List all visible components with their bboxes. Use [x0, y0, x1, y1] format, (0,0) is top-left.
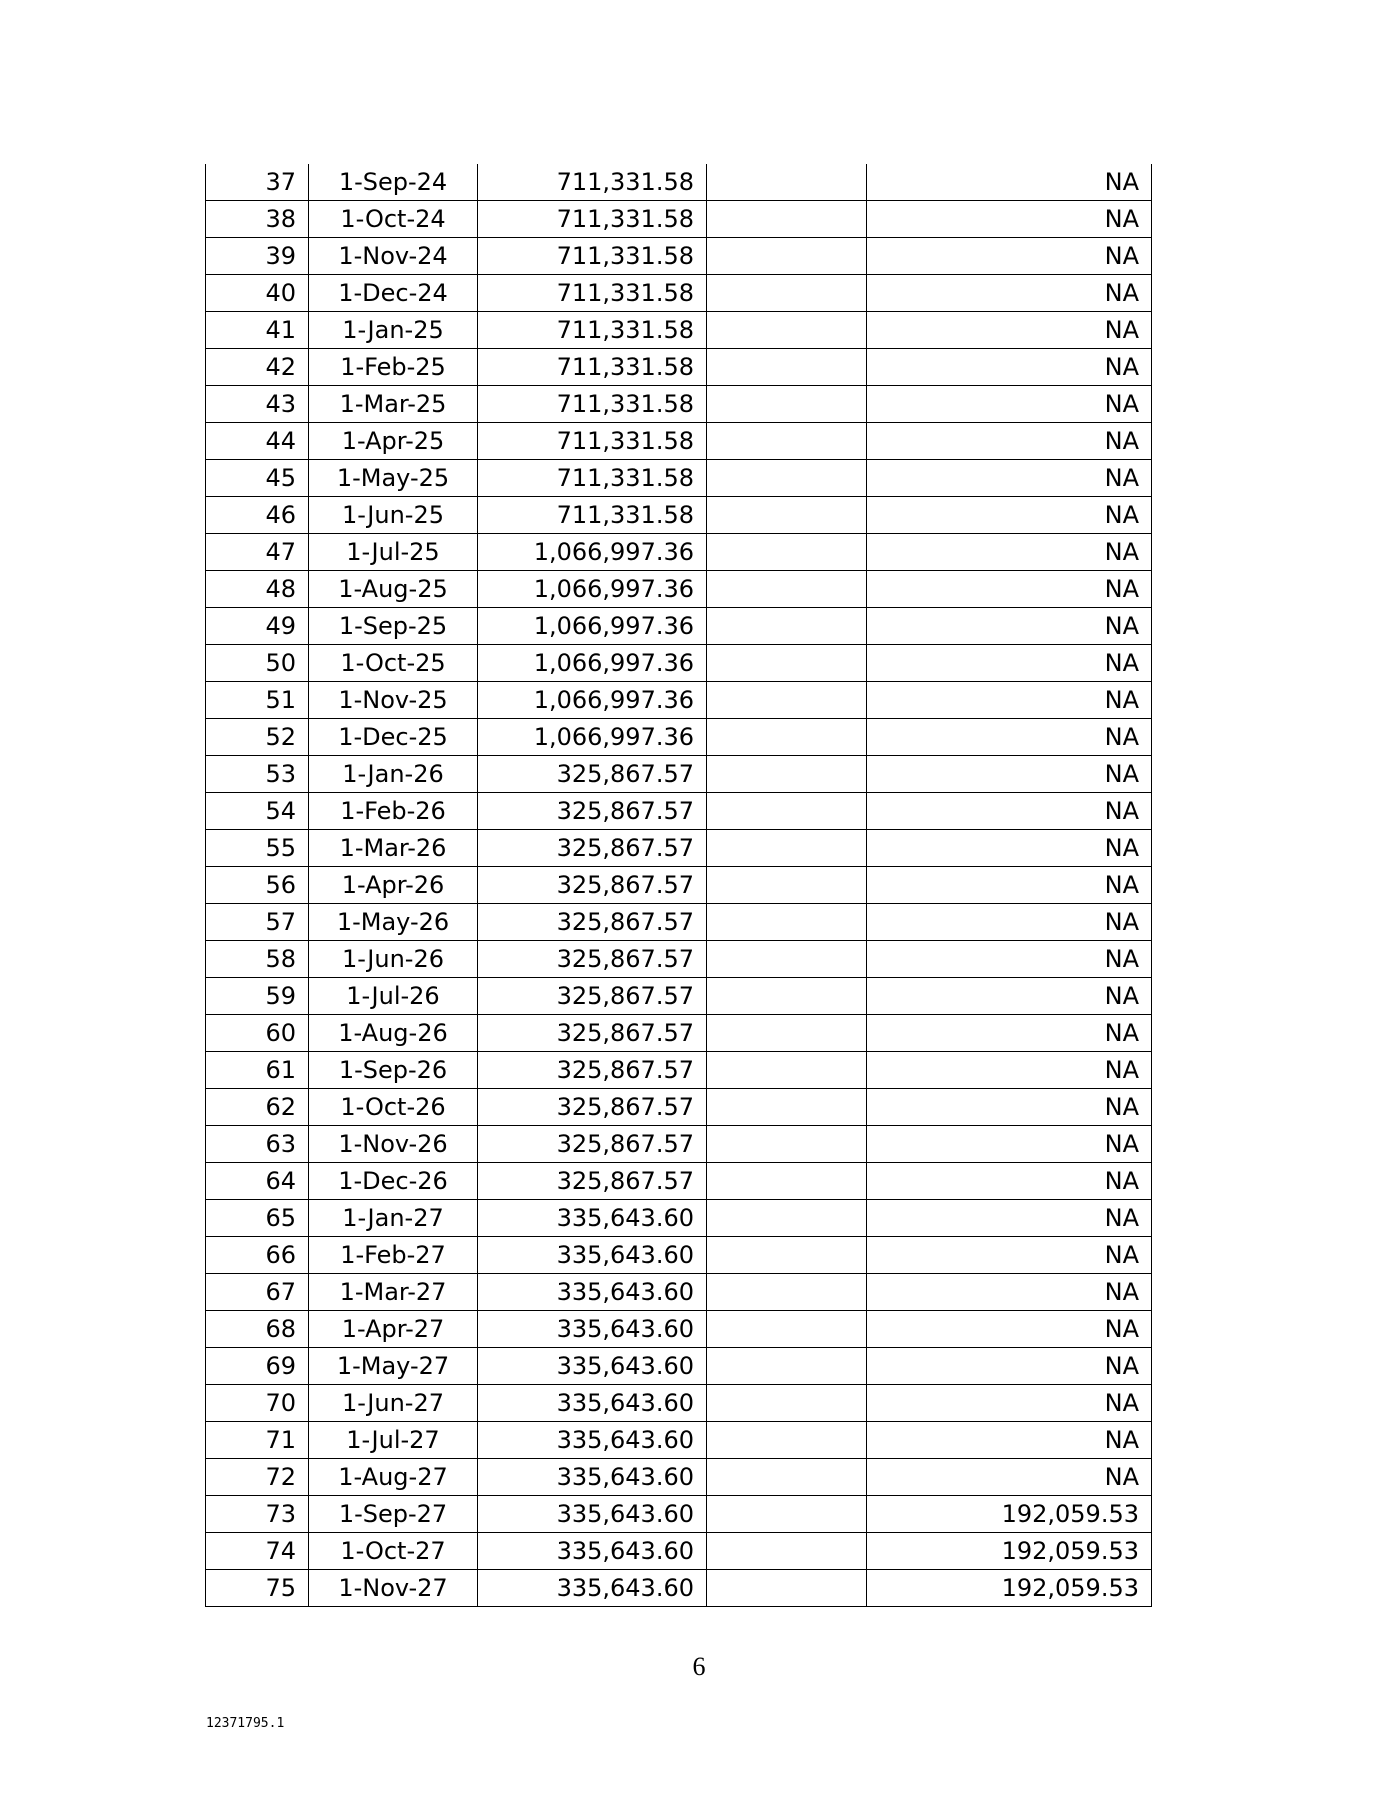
blank-cell	[707, 867, 867, 904]
row-number-cell: 46	[206, 497, 309, 534]
status-cell: NA	[867, 867, 1152, 904]
blank-cell	[707, 1311, 867, 1348]
status-cell: NA	[867, 1422, 1152, 1459]
date-cell: 1-Nov-25	[309, 682, 478, 719]
date-cell: 1-Dec-25	[309, 719, 478, 756]
date-cell: 1-May-27	[309, 1348, 478, 1385]
page-number: 6	[692, 1652, 706, 1681]
blank-cell	[707, 682, 867, 719]
table-row	[206, 275, 1152, 312]
table-row	[206, 571, 1152, 608]
row-number-cell: 56	[206, 867, 309, 904]
blank-cell	[707, 645, 867, 682]
amount-cell: 325,867.57	[478, 867, 707, 904]
blank-cell	[707, 1459, 867, 1496]
row-number-cell: 70	[206, 1385, 309, 1422]
amount-cell: 711,331.58	[478, 460, 707, 497]
status-cell: NA	[867, 497, 1152, 534]
row-number-cell: 43	[206, 386, 309, 423]
table-row	[206, 423, 1152, 460]
table-row	[206, 201, 1152, 238]
amount-cell: 335,643.60	[478, 1311, 707, 1348]
amount-cell: 335,643.60	[478, 1274, 707, 1311]
status-cell: NA	[867, 1052, 1152, 1089]
status-cell: NA	[867, 941, 1152, 978]
amount-cell: 1,066,997.36	[478, 534, 707, 571]
blank-cell	[707, 571, 867, 608]
table-row	[206, 534, 1152, 571]
date-cell: 1-May-26	[309, 904, 478, 941]
blank-cell	[707, 904, 867, 941]
status-cell: NA	[867, 1015, 1152, 1052]
table-row	[206, 1422, 1152, 1459]
status-cell: NA	[867, 349, 1152, 386]
blank-cell	[707, 201, 867, 238]
date-cell: 1-Apr-27	[309, 1311, 478, 1348]
status-cell: NA	[867, 386, 1152, 423]
blank-cell	[707, 1422, 867, 1459]
date-cell: 1-Nov-27	[309, 1570, 478, 1607]
amount-cell: 711,331.58	[478, 275, 707, 312]
table-row	[206, 1200, 1152, 1237]
row-number-cell: 37	[206, 164, 309, 201]
row-number-cell: 60	[206, 1015, 309, 1052]
blank-cell	[707, 164, 867, 201]
payment-schedule-table	[205, 164, 1152, 1607]
row-number-cell: 63	[206, 1126, 309, 1163]
date-cell: 1-Sep-24	[309, 164, 478, 201]
blank-cell	[707, 756, 867, 793]
table-row	[206, 1311, 1152, 1348]
status-cell: NA	[867, 682, 1152, 719]
status-cell: NA	[867, 1385, 1152, 1422]
amount-cell: 1,066,997.36	[478, 608, 707, 645]
amount-cell: 325,867.57	[478, 1052, 707, 1089]
amount-cell: 1,066,997.36	[478, 645, 707, 682]
date-cell: 1-Feb-25	[309, 349, 478, 386]
row-number-cell: 50	[206, 645, 309, 682]
row-number-cell: 40	[206, 275, 309, 312]
date-cell: 1-Oct-24	[309, 201, 478, 238]
amount-cell: 325,867.57	[478, 904, 707, 941]
status-cell: NA	[867, 1126, 1152, 1163]
blank-cell	[707, 1237, 867, 1274]
status-cell: NA	[867, 312, 1152, 349]
date-cell: 1-Oct-27	[309, 1533, 478, 1570]
amount-cell: 335,643.60	[478, 1422, 707, 1459]
table-row	[206, 1237, 1152, 1274]
table-row	[206, 941, 1152, 978]
status-cell: NA	[867, 201, 1152, 238]
row-number-cell: 49	[206, 608, 309, 645]
row-number-cell: 59	[206, 978, 309, 1015]
row-number-cell: 54	[206, 793, 309, 830]
row-number-cell: 41	[206, 312, 309, 349]
row-number-cell: 65	[206, 1200, 309, 1237]
blank-cell	[707, 978, 867, 1015]
table-row	[206, 1385, 1152, 1422]
row-number-cell: 62	[206, 1089, 309, 1126]
date-cell: 1-Jan-26	[309, 756, 478, 793]
table-row	[206, 164, 1152, 201]
blank-cell	[707, 238, 867, 275]
amount-cell: 711,331.58	[478, 201, 707, 238]
row-number-cell: 55	[206, 830, 309, 867]
table-row	[206, 645, 1152, 682]
row-number-cell: 68	[206, 1311, 309, 1348]
date-cell: 1-Sep-27	[309, 1496, 478, 1533]
row-number-cell: 48	[206, 571, 309, 608]
amount-cell: 325,867.57	[478, 1089, 707, 1126]
blank-cell	[707, 1496, 867, 1533]
blank-cell	[707, 1570, 867, 1607]
amount-cell: 335,643.60	[478, 1237, 707, 1274]
amount-cell: 325,867.57	[478, 941, 707, 978]
date-cell: 1-Aug-27	[309, 1459, 478, 1496]
amount-cell: 335,643.60	[478, 1200, 707, 1237]
blank-cell	[707, 1385, 867, 1422]
date-cell: 1-Apr-26	[309, 867, 478, 904]
amount-cell: 335,643.60	[478, 1533, 707, 1570]
table-row	[206, 1052, 1152, 1089]
blank-cell	[707, 534, 867, 571]
status-cell: NA	[867, 1200, 1152, 1237]
date-cell: 1-Aug-25	[309, 571, 478, 608]
date-cell: 1-Sep-25	[309, 608, 478, 645]
table-row	[206, 1126, 1152, 1163]
amount-cell: 335,643.60	[478, 1496, 707, 1533]
date-cell: 1-Jan-25	[309, 312, 478, 349]
date-cell: 1-Jun-27	[309, 1385, 478, 1422]
row-number-cell: 44	[206, 423, 309, 460]
blank-cell	[707, 1533, 867, 1570]
status-cell: 192,059.53	[867, 1533, 1152, 1570]
table-row	[206, 312, 1152, 349]
status-cell: NA	[867, 645, 1152, 682]
amount-cell: 335,643.60	[478, 1348, 707, 1385]
amount-cell: 325,867.57	[478, 1015, 707, 1052]
row-number-cell: 52	[206, 719, 309, 756]
date-cell: 1-Mar-27	[309, 1274, 478, 1311]
status-cell: NA	[867, 793, 1152, 830]
table-row	[206, 719, 1152, 756]
status-cell: NA	[867, 756, 1152, 793]
table-row	[206, 349, 1152, 386]
date-cell: 1-Nov-26	[309, 1126, 478, 1163]
blank-cell	[707, 719, 867, 756]
table-row	[206, 793, 1152, 830]
table-row	[206, 978, 1152, 1015]
status-cell: NA	[867, 830, 1152, 867]
date-cell: 1-May-25	[309, 460, 478, 497]
table-row	[206, 1348, 1152, 1385]
table-row	[206, 682, 1152, 719]
status-cell: 192,059.53	[867, 1570, 1152, 1607]
schedule-table-body	[206, 164, 1152, 1607]
status-cell: NA	[867, 423, 1152, 460]
table-row	[206, 1533, 1152, 1570]
table-row	[206, 1570, 1152, 1607]
amount-cell: 325,867.57	[478, 756, 707, 793]
row-number-cell: 57	[206, 904, 309, 941]
blank-cell	[707, 1274, 867, 1311]
row-number-cell: 72	[206, 1459, 309, 1496]
date-cell: 1-Jun-26	[309, 941, 478, 978]
blank-cell	[707, 1015, 867, 1052]
table-row	[206, 1089, 1152, 1126]
row-number-cell: 66	[206, 1237, 309, 1274]
table-row	[206, 460, 1152, 497]
blank-cell	[707, 275, 867, 312]
status-cell: NA	[867, 978, 1152, 1015]
status-cell: NA	[867, 1348, 1152, 1385]
amount-cell: 711,331.58	[478, 238, 707, 275]
amount-cell: 325,867.57	[478, 793, 707, 830]
row-number-cell: 73	[206, 1496, 309, 1533]
date-cell: 1-Jan-27	[309, 1200, 478, 1237]
status-cell: NA	[867, 904, 1152, 941]
date-cell: 1-Jul-27	[309, 1422, 478, 1459]
blank-cell	[707, 1348, 867, 1385]
blank-cell	[707, 941, 867, 978]
table-row	[206, 867, 1152, 904]
status-cell: NA	[867, 1311, 1152, 1348]
amount-cell: 1,066,997.36	[478, 682, 707, 719]
amount-cell: 335,643.60	[478, 1385, 707, 1422]
date-cell: 1-Jul-25	[309, 534, 478, 571]
amount-cell: 711,331.58	[478, 349, 707, 386]
blank-cell	[707, 1126, 867, 1163]
status-cell: NA	[867, 164, 1152, 201]
date-cell: 1-Dec-26	[309, 1163, 478, 1200]
status-cell: NA	[867, 238, 1152, 275]
date-cell: 1-Oct-26	[309, 1089, 478, 1126]
row-number-cell: 47	[206, 534, 309, 571]
blank-cell	[707, 1200, 867, 1237]
table-row	[206, 830, 1152, 867]
amount-cell: 711,331.58	[478, 386, 707, 423]
status-cell: NA	[867, 1163, 1152, 1200]
amount-cell: 711,331.58	[478, 164, 707, 201]
date-cell: 1-Aug-26	[309, 1015, 478, 1052]
date-cell: 1-Feb-27	[309, 1237, 478, 1274]
status-cell: NA	[867, 1089, 1152, 1126]
status-cell: NA	[867, 1459, 1152, 1496]
date-cell: 1-Jul-26	[309, 978, 478, 1015]
blank-cell	[707, 497, 867, 534]
date-cell: 1-Jun-25	[309, 497, 478, 534]
row-number-cell: 38	[206, 201, 309, 238]
row-number-cell: 58	[206, 941, 309, 978]
blank-cell	[707, 460, 867, 497]
row-number-cell: 67	[206, 1274, 309, 1311]
table-row	[206, 1015, 1152, 1052]
table-row	[206, 756, 1152, 793]
table-row	[206, 386, 1152, 423]
blank-cell	[707, 830, 867, 867]
blank-cell	[707, 608, 867, 645]
date-cell: 1-Mar-26	[309, 830, 478, 867]
status-cell: NA	[867, 608, 1152, 645]
row-number-cell: 39	[206, 238, 309, 275]
row-number-cell: 45	[206, 460, 309, 497]
amount-cell: 325,867.57	[478, 1126, 707, 1163]
row-number-cell: 61	[206, 1052, 309, 1089]
table-row	[206, 1274, 1152, 1311]
row-number-cell: 75	[206, 1570, 309, 1607]
document-id: 12371795.1	[206, 1716, 285, 1731]
amount-cell: 711,331.58	[478, 423, 707, 460]
amount-cell: 711,331.58	[478, 497, 707, 534]
amount-cell: 1,066,997.36	[478, 571, 707, 608]
amount-cell: 325,867.57	[478, 1163, 707, 1200]
blank-cell	[707, 312, 867, 349]
status-cell: NA	[867, 1237, 1152, 1274]
date-cell: 1-Dec-24	[309, 275, 478, 312]
table-row	[206, 608, 1152, 645]
blank-cell	[707, 1089, 867, 1126]
amount-cell: 1,066,997.36	[478, 719, 707, 756]
amount-cell: 711,331.58	[478, 312, 707, 349]
blank-cell	[707, 386, 867, 423]
blank-cell	[707, 349, 867, 386]
table-row	[206, 497, 1152, 534]
row-number-cell: 74	[206, 1533, 309, 1570]
row-number-cell: 64	[206, 1163, 309, 1200]
blank-cell	[707, 793, 867, 830]
blank-cell	[707, 423, 867, 460]
row-number-cell: 53	[206, 756, 309, 793]
status-cell: NA	[867, 571, 1152, 608]
date-cell: 1-Nov-24	[309, 238, 478, 275]
amount-cell: 335,643.60	[478, 1459, 707, 1496]
blank-cell	[707, 1052, 867, 1089]
date-cell: 1-Oct-25	[309, 645, 478, 682]
date-cell: 1-Apr-25	[309, 423, 478, 460]
status-cell: NA	[867, 460, 1152, 497]
row-number-cell: 51	[206, 682, 309, 719]
status-cell: NA	[867, 275, 1152, 312]
table-row	[206, 1163, 1152, 1200]
row-number-cell: 71	[206, 1422, 309, 1459]
status-cell: NA	[867, 719, 1152, 756]
table-row	[206, 238, 1152, 275]
date-cell: 1-Sep-26	[309, 1052, 478, 1089]
amount-cell: 325,867.57	[478, 830, 707, 867]
row-number-cell: 69	[206, 1348, 309, 1385]
status-cell: NA	[867, 1274, 1152, 1311]
blank-cell	[707, 1163, 867, 1200]
row-number-cell: 42	[206, 349, 309, 386]
table-row	[206, 904, 1152, 941]
status-cell: 192,059.53	[867, 1496, 1152, 1533]
table-row	[206, 1459, 1152, 1496]
amount-cell: 325,867.57	[478, 978, 707, 1015]
table-row	[206, 1496, 1152, 1533]
date-cell: 1-Feb-26	[309, 793, 478, 830]
date-cell: 1-Mar-25	[309, 386, 478, 423]
status-cell: NA	[867, 534, 1152, 571]
amount-cell: 335,643.60	[478, 1570, 707, 1607]
